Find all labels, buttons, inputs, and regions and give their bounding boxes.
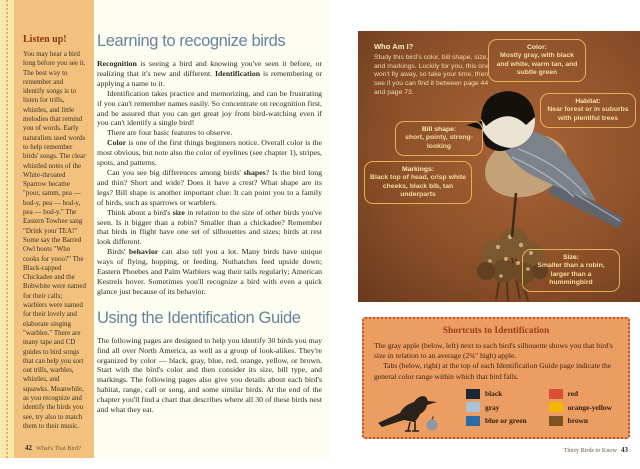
paragraph: Birds' behavior can also tell you a lot. Many birds have unique ways of flying, hopping, or feeding. Nuthatches feed upside down; Eastern Phoebes and Palm Warblers wag their tails regularly; American Kestrels hover. Sometimes you'll recognize a bird with even a quick glance just because of its behavior. (97, 247, 323, 296)
paragraph: Can you see big differences among birds' shapes? Is the bird long and thin? Short and wide? Does it have a crest? What shape are its legs? Bill shape is another important clue: It can point you to a family of birds, such as sparrows or warblers. (97, 167, 322, 207)
left-page-footer (25, 444, 81, 452)
callout-title: Size: (563, 254, 579, 261)
color-swatch (466, 402, 480, 412)
legend-label: red (567, 389, 579, 399)
who-am-i-body: Study this bird's color, bill shape, size, and markings. Luckily for you, this one won't fly away, so take your time, then see if you can find it between page 44 and page 73. (374, 53, 490, 96)
callout-body: Smaller than a robin, larger than a hummingbird (537, 262, 605, 286)
paragraph: Recognition is seeing a bird and knowing you've seen it before, or realizing that it's new and different. Identification is remembering or applying a name to it. (97, 59, 323, 88)
legend-item (466, 416, 527, 426)
who-am-i-note (374, 43, 490, 98)
callout-markings (364, 161, 472, 204)
legend (374, 389, 618, 433)
legend-label: black (485, 389, 503, 399)
color-swatch (549, 402, 563, 412)
shortcuts-paragraph: The gray apple (below, left) next to each bird's silhouette shows you that bird's size in relation to an average (2¾" high) apple. (374, 341, 613, 361)
legend-item (549, 389, 612, 399)
paragraph: The following pages are designed to help you identify 30 birds you may find all over North America, as well as a group of look-alikes. They're organized by color — black, gray, blue, red, orange, yellow, or brown. Start with the bird's color and then consider its size, bill type, and markings. The following pages also give you details about each bird's habitat, range, call or song, and some similar birds. At the end of the chapter you'll find a chart that describes where all 30 of these birds nest and what they eat. (97, 335, 322, 415)
book-title: What's That Bird? (36, 445, 81, 452)
callout-body: Mostly gray, with black and white, warm tan, and subtle green (496, 52, 578, 76)
shortcuts-box (362, 317, 630, 439)
apple-icon (427, 419, 438, 430)
section-heading-recognize: Learning to recognize birds (97, 32, 286, 50)
legend-item (466, 402, 527, 412)
color-swatch (549, 389, 563, 399)
right-page-footer (564, 446, 628, 454)
page-number: 43 (621, 446, 628, 454)
legend-column-right (549, 389, 612, 430)
dotted-rule (6, 0, 8, 458)
sidebar-title: Listen up! (23, 34, 67, 45)
sidebar-listen-up (14, 0, 94, 458)
bird-silhouette-icon (374, 389, 460, 433)
legend-label: blue or green (485, 416, 527, 426)
legend-label: gray (485, 402, 500, 412)
main-text-column (97, 0, 322, 458)
callout-habitat (540, 93, 636, 128)
who-am-i-title: Who Am I? (374, 42, 414, 51)
shortcuts-title: Shortcuts to Identification (442, 326, 550, 336)
callout-color (488, 39, 586, 82)
page-number: 42 (25, 444, 32, 452)
sidebar-body-text: You may hear a bird long before you see it. The best way to remember and identify songs is to listen for trills, whistles, and little melodies that remind you of words. Early naturalists used words to help remember birds' songs. The clear whistled notes of the White-throated Sparrow became "poor, samm, pea — bod-y, pea — bod-y, pea — bod-y." The Eastern Towhee sang "Drink your TEA!" Some say the Barred Owl hoots "Who cooks for yooo?" The Black-capped Chickadee and the Bobwhite were named for their calls; warblers were named for their lovely and elaborate singing "warbles." There are many tape and CD guides to bird songs that can help you sort out trills, warbles, whistles, and squawks. Meanwhile, as you recognize and identify the birds you see, try also to match them to their music. (23, 50, 86, 430)
callout-title: Color: (526, 44, 547, 51)
chapter-title: Thirty Birds to Know (563, 447, 617, 454)
page-edge-strip (0, 0, 14, 458)
callout-title: Bill shape: (421, 126, 457, 133)
color-swatch (466, 416, 480, 426)
color-swatch (549, 416, 563, 426)
paragraph: There are four basic features to observe. (107, 128, 233, 138)
legend-item (549, 402, 612, 412)
callout-size (522, 249, 620, 292)
section-heading-guide: Using the Identification Guide (97, 308, 301, 327)
callout-body: Near forest or in suburbs with plentiful trees (547, 106, 629, 122)
legend-label: brown (567, 416, 589, 426)
legend-column-left (466, 389, 527, 430)
callout-bill-shape (395, 121, 483, 156)
legend-item (549, 416, 612, 426)
bird-and-apple-art (374, 389, 460, 433)
paragraph: Color is one of the first things beginners notice. Overall color is the most obvious, but note also the color of eyelines (see chapter 1), stripes, spots, and patterns. (97, 138, 322, 168)
callout-body: Black top of head, crisp white cheeks, black bib, tan underparts (370, 174, 466, 198)
color-swatch (466, 389, 480, 399)
paragraph: Identification takes practice and memorizing, and can be frustrating if you can't remember names easily. So concentrate on recognition first, and be assured that you can get great joy from bird-watching even if you can't identify a single bird! (97, 88, 322, 128)
shortcuts-paragraph: Tabs (below, right) at the top of each Identification Guide page indicate the general color range within which that bird falls. (374, 361, 612, 381)
legend-item (466, 389, 527, 399)
chickadee-photo (358, 31, 640, 302)
paragraph: Think about a bird's size in relation to the size of other birds you've seen. Is it bigger than a robin? Smaller than a chickadee? Remember that birds in flight have one set of silhouettes and sizes; birds at rest look different. (97, 207, 322, 247)
callout-title: Markings: (401, 166, 435, 173)
callout-body: short, pointy, strong-looking (405, 134, 473, 150)
legend-label: orange-yellow (567, 402, 612, 412)
callout-title: Habitat: (575, 98, 601, 105)
